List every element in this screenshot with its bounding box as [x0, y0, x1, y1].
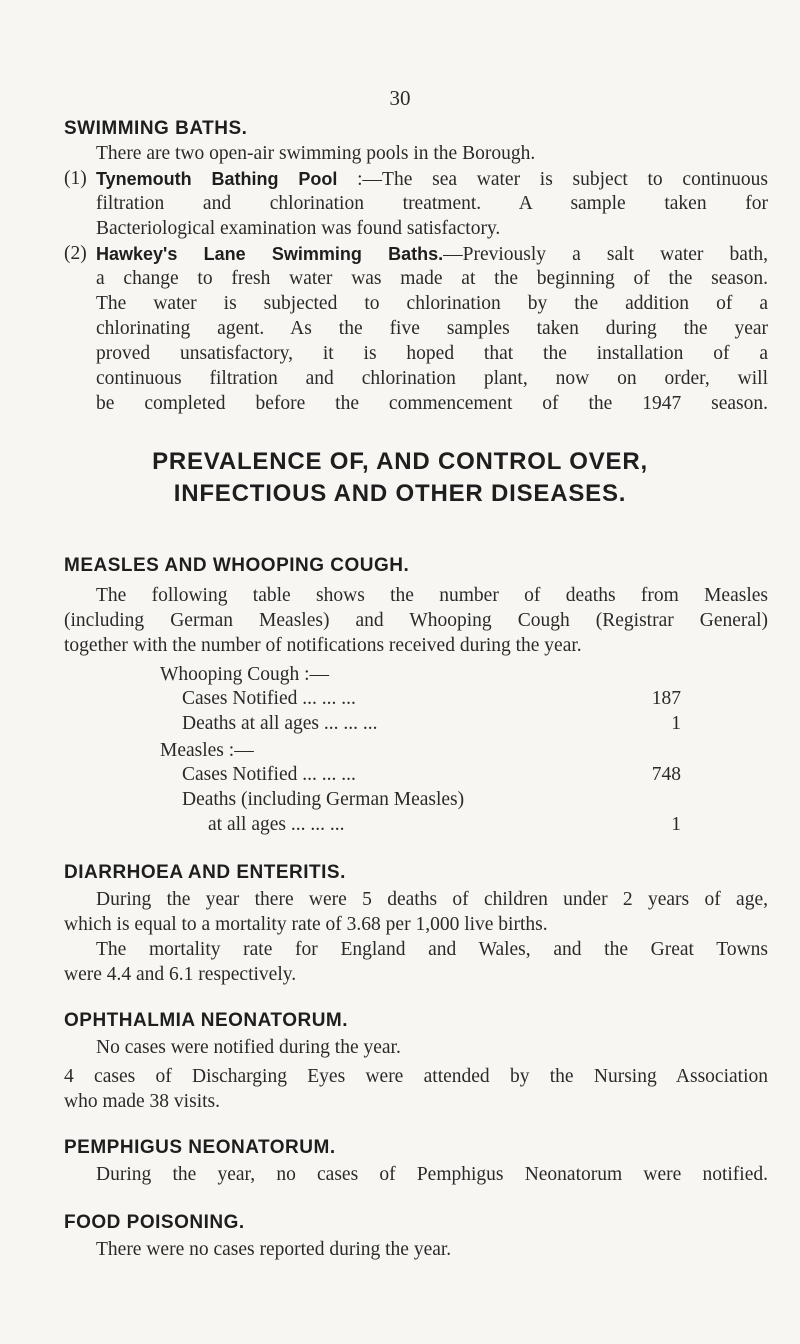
item2-line4: chlorinating agent. As the five samples taken during the year [96, 318, 768, 339]
m-cases-value: 748 [651, 764, 681, 785]
prevalence-title-1: PREVALENCE OF, AND CONTROL OVER, [152, 448, 648, 475]
item1-line1 [96, 167, 768, 192]
swimming-heading: SWIMMING BATHS. [64, 118, 248, 139]
m-cases-label: Cases Notified ... ... ... [182, 764, 356, 785]
diarrhoea-line4: were 4.4 and 6.1 respectively. [64, 964, 297, 985]
diarrhoea-line2: which is equal to a mortality rate of 3.68 per 1,000 live births. [64, 914, 548, 935]
wc-cases-label: Cases Notified ... ... ... [182, 688, 356, 709]
diarrhoea-heading: DIARRHOEA AND ENTERITIS. [64, 862, 346, 883]
pemphigus-heading: PEMPHIGUS NEONATORUM. [64, 1137, 336, 1158]
m-deaths-label2: at all ages ... ... ... [208, 814, 345, 835]
m-deaths-label: Deaths (including German Measles) [182, 789, 465, 810]
food-line1: There were no cases reported during the year. [96, 1239, 452, 1260]
item2-line7: be completed before the commencement of the 1947 season. [96, 393, 768, 414]
food-heading: FOOD POISONING. [64, 1212, 245, 1233]
item1-line2: filtration and chlorination treatment. A sample taken for [96, 193, 768, 214]
ophthalmia-line2: 4 cases of Discharging Eyes were attended by the Nursing Association [64, 1066, 768, 1087]
item1-text: :—The sea water is subject to continuous [357, 169, 769, 190]
diarrhoea-line3: The mortality rate for England and Wales, and the Great Towns [96, 939, 768, 960]
item2-text: —Previously a salt water bath, [443, 244, 768, 265]
measles-heading: MEASLES AND WHOOPING COUGH. [64, 555, 410, 576]
wc-deaths-value: 1 [671, 713, 681, 734]
diarrhoea-line1: During the year there were 5 deaths of children under 2 years of age, [96, 889, 768, 910]
item2-line3: The water is subjected to chlorination by the addition of a [96, 293, 768, 314]
measles-line2: (including German Measles) and Whooping Cough (Registrar General) [64, 610, 768, 631]
item2-title: Hawkey's Lane Swimming Baths. [96, 244, 444, 264]
item2-line5: proved unsatisfactory, it is hoped that the installation of a [96, 343, 768, 364]
m-deaths-value: 1 [671, 814, 681, 835]
ophthalmia-heading: OPHTHALMIA NEONATORUM. [64, 1010, 349, 1031]
item2-marker: (2) [64, 243, 87, 264]
page-number: 30 [389, 86, 411, 110]
measles-line1: The following table shows the number of deaths from Measles [96, 585, 768, 606]
measles-line3: together with the number of notifications received during the year. [64, 635, 582, 656]
item1-line3: Bacteriological examination was found satisfactory. [96, 218, 501, 239]
prevalence-title-2: INFECTIOUS AND OTHER DISEASES. [173, 480, 627, 507]
ophthalmia-line3: who made 38 visits. [64, 1091, 220, 1112]
swimming-intro: There are two open-air swimming pools in the Borough. [96, 143, 536, 164]
item2-line1 [96, 242, 768, 267]
pemphigus-line1: During the year, no cases of Pemphigus Neonatorum were notified. [96, 1164, 768, 1185]
ophthalmia-line1: No cases were notified during the year. [96, 1037, 401, 1058]
item1-marker: (1) [64, 168, 87, 189]
wc-cases-value: 187 [651, 688, 681, 709]
whooping-label: Whooping Cough :— [160, 664, 329, 685]
item1-title: Tynemouth Bathing Pool [96, 169, 338, 189]
wc-deaths-label: Deaths at all ages ... ... ... [182, 713, 378, 734]
item2-line2: a change to fresh water was made at the beginning of the season. [96, 268, 768, 289]
item2-line6: continuous filtration and chlorination plant, now on order, will [96, 368, 768, 389]
measles-label: Measles :— [160, 740, 254, 761]
